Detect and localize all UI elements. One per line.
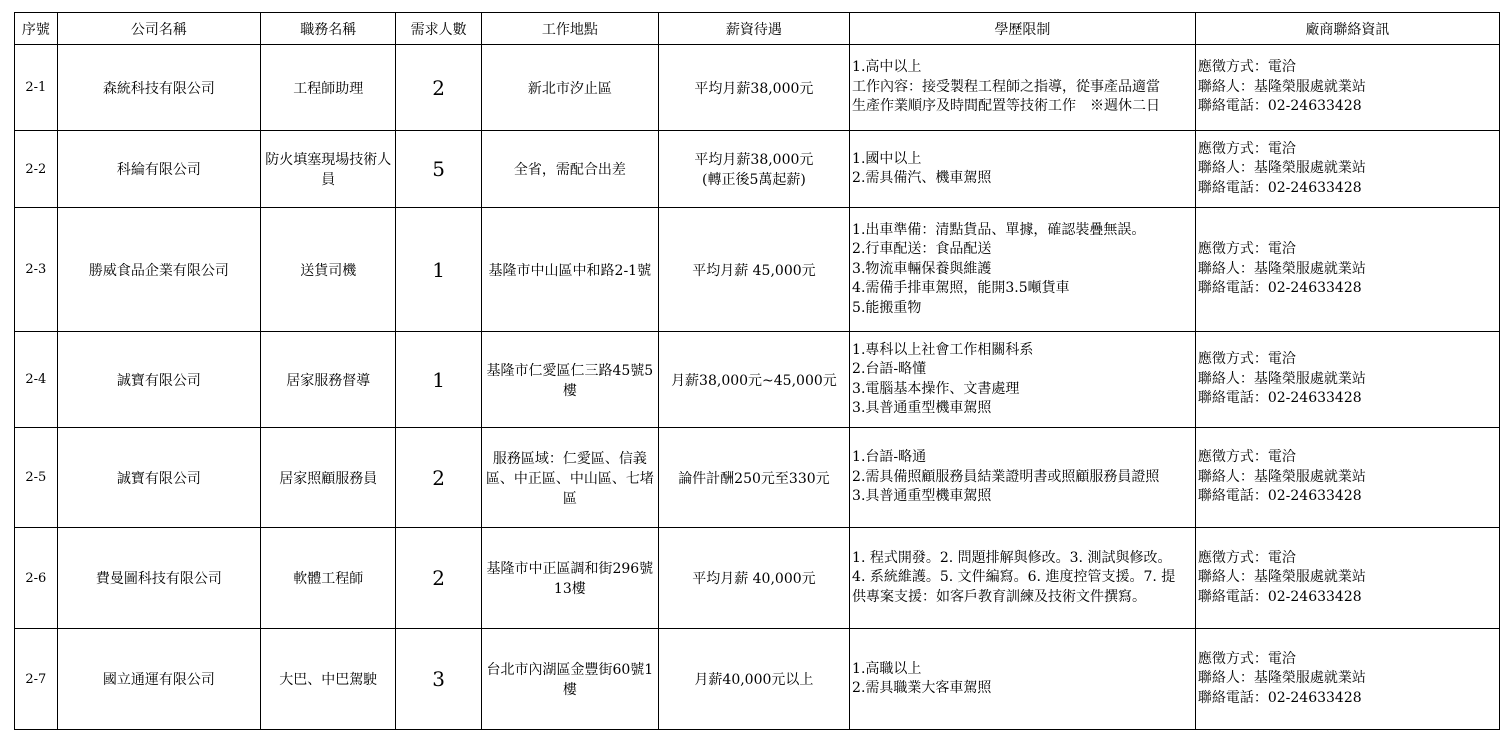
- education-line: 生產作業順序及時間配置等技術工作 ※週休二日: [852, 98, 1161, 115]
- contact-phone: 聯絡電話：02-24633428: [1197, 98, 1362, 115]
- contact-method: 應徵方式：電洽: [1197, 351, 1296, 368]
- contact-person: 聯絡人：基隆榮服處就業站: [1197, 670, 1366, 687]
- education-line: 3.具普通重型機車駕照: [852, 488, 992, 505]
- header-salary: 薪資待遇: [658, 13, 849, 45]
- cell-count: 3: [396, 629, 481, 730]
- cell-contact: [1195, 428, 1499, 528]
- education-line: 1.高職以上: [852, 660, 922, 677]
- education-line: 1.高中以上: [852, 59, 922, 76]
- cell-count: 1: [396, 208, 481, 332]
- cell-company: 費曼圖科技有限公司: [57, 528, 260, 629]
- salary-line: 平均月薪 45,000元: [692, 262, 816, 279]
- contact-phone: 聯絡電話：02-24633428: [1197, 280, 1362, 297]
- cell-position: 防火填塞現場技術人員: [261, 131, 396, 208]
- cell-contact: [1195, 629, 1499, 730]
- cell-salary: [658, 131, 849, 208]
- cell-count: 5: [396, 131, 481, 208]
- salary-line: (轉正後5萬起薪): [702, 172, 806, 188]
- salary-line: 平均月薪38,000元: [694, 80, 814, 97]
- table-row: [15, 528, 1500, 629]
- cell-education: [850, 332, 1196, 428]
- education-line: 供專案支援：如客戶教育訓練及技術文件撰寫。: [852, 588, 1147, 605]
- cell-location: 服務區域：仁愛區、信義區、中正區、中山區、七堵區: [481, 428, 658, 528]
- education-line: 5.能搬重物: [852, 299, 922, 316]
- salary-line: 平均月薪38,000元: [694, 152, 814, 168]
- cell-company: 勝威食品企業有限公司: [57, 208, 260, 332]
- cell-seq: 2-5: [15, 428, 58, 528]
- cell-contact: [1195, 332, 1499, 428]
- contact-method: 應徵方式：電洽: [1197, 59, 1296, 76]
- education-line: 2.需具備汽、機車駕照: [852, 170, 992, 186]
- cell-seq: 2-7: [15, 629, 58, 730]
- education-line: 1.台語-略通: [852, 449, 927, 466]
- cell-company: 誠寶有限公司: [57, 428, 260, 528]
- contact-method: 應徵方式：電洽: [1197, 549, 1296, 566]
- cell-seq: 2-6: [15, 528, 58, 629]
- table-row: [15, 428, 1500, 528]
- cell-company: 科綸有限公司: [57, 131, 260, 208]
- cell-location: 台北市內湖區金豐街60號1樓: [481, 629, 658, 730]
- table-row: [15, 131, 1500, 208]
- education-line: 1.專科以上社會工作相關科系: [852, 341, 1034, 358]
- table-row: [15, 208, 1500, 332]
- table-row: [15, 45, 1500, 131]
- cell-contact: [1195, 208, 1499, 332]
- cell-education: [850, 45, 1196, 131]
- cell-count: 1: [396, 332, 481, 428]
- cell-position: 送貨司機: [261, 208, 396, 332]
- cell-location: 新北市汐止區: [481, 45, 658, 131]
- cell-education: [850, 629, 1196, 730]
- contact-person: 聯絡人：基隆榮服處就業站: [1197, 78, 1366, 95]
- contact-person: 聯絡人：基隆榮服處就業站: [1197, 260, 1366, 277]
- education-line: 2.需具職業大客車駕照: [852, 680, 992, 696]
- contact-person: 聯絡人：基隆榮服處就業站: [1197, 468, 1366, 485]
- contact-method: 應徵方式：電洽: [1197, 140, 1296, 157]
- salary-line: 論件計酬250元至330元: [678, 470, 830, 487]
- cell-position: 大巴、中巴駕駛: [261, 629, 396, 730]
- header-position: 職務名稱: [261, 13, 396, 45]
- cell-contact: [1195, 131, 1499, 208]
- contact-method: 應徵方式：電洽: [1197, 449, 1296, 466]
- cell-seq: 2-4: [15, 332, 58, 428]
- cell-salary: [658, 45, 849, 131]
- cell-location: 基隆市中山區中和路2-1號: [481, 208, 658, 332]
- header-education: 學歷限制: [850, 13, 1196, 45]
- cell-education: [850, 131, 1196, 208]
- header-contact: 廠商聯絡資訊: [1195, 13, 1499, 45]
- cell-contact: [1195, 45, 1499, 131]
- contact-phone: 聯絡電話：02-24633428: [1197, 179, 1362, 196]
- cell-location: 全省，需配合出差: [481, 131, 658, 208]
- header-company: 公司名稱: [57, 13, 260, 45]
- cell-count: 2: [396, 45, 481, 131]
- table-row: [15, 629, 1500, 730]
- job-listing-table: [14, 12, 1500, 730]
- contact-phone: 聯絡電話：02-24633428: [1197, 588, 1362, 605]
- header-row: [15, 13, 1500, 45]
- cell-education: [850, 428, 1196, 528]
- cell-salary: [658, 528, 849, 629]
- cell-company: 森統科技有限公司: [57, 45, 260, 131]
- contact-person: 聯絡人：基隆榮服處就業站: [1197, 160, 1366, 177]
- contact-method: 應徵方式：電洽: [1197, 241, 1296, 258]
- header-count: 需求人數: [396, 13, 481, 45]
- contact-person: 聯絡人：基隆榮服處就業站: [1197, 370, 1366, 387]
- header-seq: 序號: [15, 13, 58, 45]
- education-line: 1.國中以上: [852, 150, 922, 167]
- cell-position: 軟體工程師: [261, 528, 396, 629]
- contact-person: 聯絡人：基隆榮服處就業站: [1197, 569, 1366, 586]
- header-location: 工作地點: [481, 13, 658, 45]
- cell-seq: 2-3: [15, 208, 58, 332]
- cell-location: 基隆市中正區調和街296號13樓: [481, 528, 658, 629]
- cell-contact: [1195, 528, 1499, 629]
- cell-location: 基隆市仁愛區仁三路45號5樓: [481, 332, 658, 428]
- cell-position: 居家照顧服務員: [261, 428, 396, 528]
- education-line: 2.需具備照顧服務員結業證明書或照顧服務員證照: [852, 468, 1160, 485]
- cell-count: 2: [396, 428, 481, 528]
- cell-education: [850, 208, 1196, 332]
- education-line: 工作內容：接受製程工程師之指導，從事產品適當: [852, 78, 1161, 95]
- education-line: 3.具普通重型機車駕照: [852, 400, 992, 416]
- education-line: 4. 系統維護。5. 文件編寫。6. 進度控管支援。7. 提: [852, 569, 1176, 586]
- education-line: 4.需備手排車駕照，能開3.5噸貨車: [852, 280, 1070, 297]
- education-line: 1.出車準備：清點貨品、單據，確認裝疊無誤。: [852, 221, 1146, 238]
- cell-education: [850, 528, 1196, 629]
- education-line: 3.物流車輛保養與維護: [852, 260, 992, 277]
- salary-line: 月薪40,000元以上: [694, 672, 814, 688]
- cell-salary: [658, 428, 849, 528]
- cell-salary: [658, 629, 849, 730]
- education-line: 3.電腦基本操作、文書處理: [852, 380, 1020, 397]
- cell-position: 居家服務督導: [261, 332, 396, 428]
- education-line: 2.行車配送：食品配送: [852, 241, 992, 258]
- salary-line: 平均月薪 40,000元: [692, 571, 816, 587]
- cell-company: 誠寶有限公司: [57, 332, 260, 428]
- cell-salary: [658, 208, 849, 332]
- cell-company: 國立通運有限公司: [57, 629, 260, 730]
- contact-phone: 聯絡電話：02-24633428: [1197, 689, 1362, 706]
- cell-position: 工程師助理: [261, 45, 396, 131]
- table-row: [15, 332, 1500, 428]
- contact-phone: 聯絡電話：02-24633428: [1197, 390, 1362, 407]
- cell-count: 2: [396, 528, 481, 629]
- cell-salary: [658, 332, 849, 428]
- contact-phone: 聯絡電話：02-24633428: [1197, 488, 1362, 505]
- salary-line: 月薪38,000元~45,000元: [671, 372, 837, 389]
- education-line: 2.台語-略懂: [852, 361, 927, 377]
- education-line: 1. 程式開發。2. 問題排解與修改。3. 測試與修改。: [852, 549, 1172, 566]
- cell-seq: 2-2: [15, 131, 58, 208]
- cell-seq: 2-1: [15, 45, 58, 131]
- contact-method: 應徵方式：電洽: [1197, 650, 1296, 667]
